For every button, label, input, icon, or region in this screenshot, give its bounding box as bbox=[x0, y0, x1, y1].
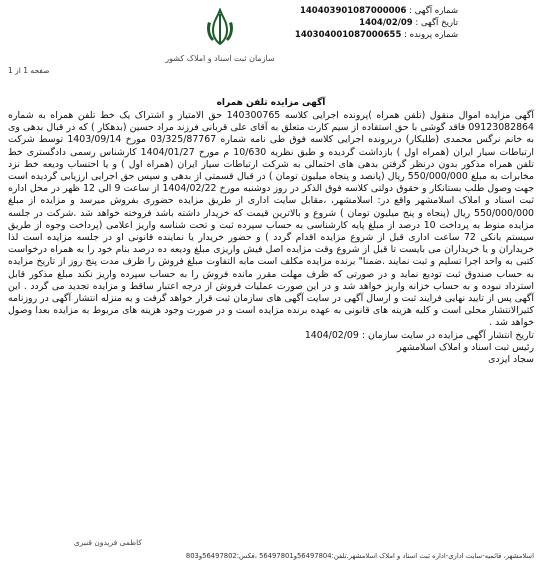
ad-date: 1404/02/09 bbox=[359, 18, 413, 28]
ad-number: 140403901087000006 bbox=[299, 6, 407, 16]
ad-date-row bbox=[295, 17, 458, 29]
signature-line: کاظمی فریدون قنبری bbox=[73, 538, 142, 547]
ad-number-label: شماره آگهی : bbox=[409, 6, 458, 16]
body-paragraph: آگهی مزایده اموال منقول (تلفن همراه )پرونده اجرایی کلاسه 140300765 حق الامتیاز و اشتراک یک خط تلفن همراه به شماره 09123082864 فاقد گوشی با حق استفاده از سیم کارت متعلق به آقای علی قربانی فرزند مراد حسین (بدهکار ) که در قبال بدهی وی به خانم نرگس محمدی (طلبکار) دربرونده اجرایی کلاسه فوق طی نامه شماره 03/325/87767 مورخ 1403/09/14 توسط شرکت ارتباطات سیار ایران (همراه اول ) بازداشت گردیده و طبق نظریه 10/630 م مورخ 1404/01/27 کارشناس رسمی دادگستری خط تلفن همراه مذکور بدون درنظر گرفتن بدهی های احتمالی به شرکت ارتباطات سیار ایران (همراه اول ) و یا احتساب ودیعه خط نزد مخابرات به مبلغ 550/000/000 ریال (پانصد و پنجاه میلیون تومان ) در قبال قسمتی از بدهی و سپس حق اجرایی ارزیابی گردیده است جهت وصول طلب بستانکار و حقوق دولتی کلاسه فوق الذکر در روز دوشنبه مورخ 1404/02/22 از ساعت 9 الی 12 ظهر در محل اداره ثبت اسناد و املاک اسلامشهر واقع در: اسلامشهر، ،مقابل سایت اداری از طریق مزایده حضوری بفروش میرسد و مزایده از مبلغ 550/000/000 ریال (پنجاه و پنج میلیون تومان ) شروع و بالاترین قیمت که خریدار داشته باشد فروخته خواهد شد .شرکت در جلسه مزایده منوط به پرداخت 10 درصد از مبلغ پایه کارشناسی به حساب سپرده ثبت و تحت شناسه واریز اعلامی (پرداخت وجوه از طریق سیستم بانکی 72 ساعت اداری قبل از شروع مزایده اقدام گردد ) و حضور خریدار یا نماینده قانونی او در جلسه مزایده است لذا خریداران و یا خریداران می بایست تا قبل از شروع وقت مزایده اصل فیش واریزی مبلغ ودیعه ده درصد بنام خود را به همراه درخواست کتبی به واحد اجرا تسلیم و ثبت نمایند .ضمنا" برنده مزایده مکلف است مابه التفاوت مبلغ فروش را ظرف مدت پنج روز از تاریخ مزایده به حساب صندوق ثبت تودیع نماید و در صورتی که ظرف مهلت مقرر مانده فروش را به حساب سپرده واریز نکند مبلغ مذکور قابل استرداد نبوده و به حساب خزانه واریز خواهد شد و در این صورت عملیات فروش از درجه اعتبار ساقط و مزایده تجدید می گردد . این آگهی پس از تایید نهایی فرایند ثبت و ارسال آگهی در سایت آگهی های سازمان ثبت قرار خواهد گرفت و به منزله انتشار آگهی در روزنامه کثیرالانتشار محلی است و کلیه هزینه های قانونی به عهده برنده مزایده است و در صورت وجود هزینه های مربوط به مزایده بعدا وصول خواهد شد . bbox=[8, 110, 535, 329]
footer-address: اسلامشهر، قائمیه-سایت اداری-اداره ثبت اسناد و املاک اسلامشهر.تلفن:56497804و56497801 ،فکس:56497802و803 bbox=[185, 552, 534, 560]
organization-name: سازمان ثبت اسناد و املاک کشور bbox=[165, 54, 275, 63]
signer-name: سجاد ایزدی bbox=[488, 354, 534, 366]
file-number-label: شماره پرونده : bbox=[404, 30, 458, 40]
ad-meta bbox=[295, 5, 458, 41]
ad-date-label: تاریخ آگهی : bbox=[415, 18, 458, 28]
emblem-icon bbox=[203, 8, 237, 48]
document-body bbox=[8, 110, 534, 366]
signer-title: رئیس ثبت اسناد و املاک اسلامشهر bbox=[397, 341, 534, 353]
organization-logo bbox=[160, 8, 280, 63]
file-number: 140304001087000655 bbox=[294, 30, 402, 40]
file-number-row bbox=[295, 29, 458, 41]
page-number: صفحه 1 از 1 bbox=[8, 66, 50, 75]
ad-number-row bbox=[295, 5, 458, 17]
publish-date-line: تاریخ انتشار آگهی مزایده در سایت سازمان : 1404/02/09 bbox=[304, 329, 534, 341]
document-title: آگهی مزایده تلفن همراه bbox=[216, 98, 326, 108]
